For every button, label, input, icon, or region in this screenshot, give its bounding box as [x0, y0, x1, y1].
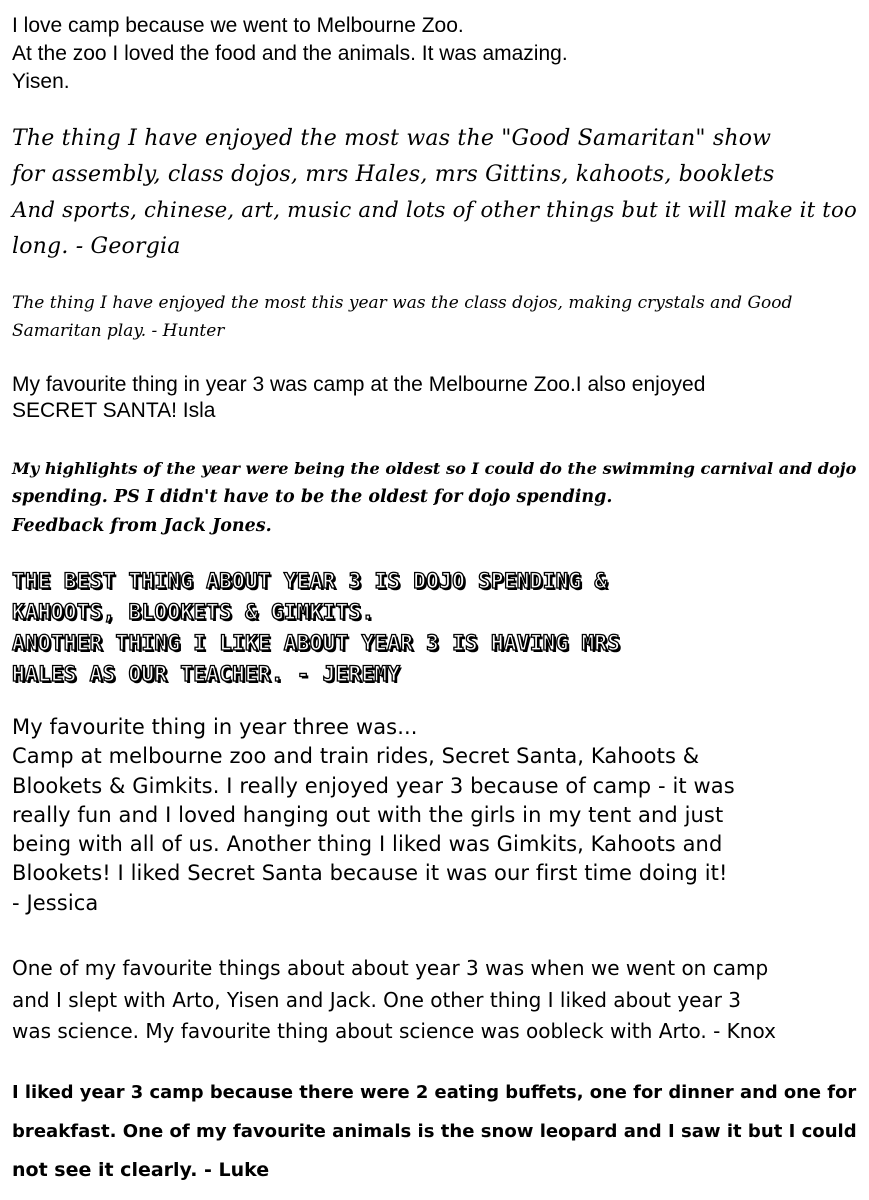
entry-line: At the zoo I loved the food and the animals. It was amazing.: [12, 42, 568, 65]
entry-line: not see it clearly. - Luke: [12, 1159, 270, 1181]
entry-line: long. - Georgia: [12, 234, 181, 259]
entry-line: for assembly, class dojos, mrs Hales, mrs Gittins, kahoots, booklets: [12, 162, 775, 187]
entry-line: THE BEST THING ABOUT YEAR 3 IS DOJO SPENDING &: [12, 569, 608, 593]
entry-line: Blookets & Gimkits. I really enjoyed year 3 because of camp - it was: [12, 773, 735, 798]
entry-hunter: [12, 289, 861, 345]
entry-line: being with all of us. Another thing I liked was Gimkits, Kahoots and: [12, 832, 723, 857]
entry-yisen: [12, 12, 861, 96]
entry-line: was science. My favourite thing about science was oobleck with Arto. - Knox: [12, 1019, 776, 1043]
entry-georgia: [12, 121, 861, 265]
entry-line: My favourite thing in year three was...: [12, 715, 418, 739]
entry-line: Blookets! I liked Secret Santa because it was our first time doing it!: [12, 861, 728, 886]
entry-line: Camp at melbourne zoo and train rides, Secret Santa, Kahoots &: [12, 744, 700, 769]
entry-line: KAHOOTS, BLOOKETS & GIMKITS.: [12, 600, 375, 624]
entry-isla: [12, 372, 861, 424]
entry-line: spending. PS I didn't have to be the oldest for dojo spending.: [12, 487, 613, 507]
entry-line: The thing I have enjoyed the most was the "Good Samaritan" show: [12, 126, 772, 151]
entry-jeremy: [12, 566, 861, 690]
entry-line: HALES AS OUR TEACHER. - JEREMY: [12, 662, 401, 686]
entry-line: Feedback from Jack Jones.: [12, 516, 272, 536]
entry-line: And sports, chinese, art, music and lots of other things but it will make it too: [12, 198, 857, 223]
entry-line: really fun and I loved hanging out with the girls in my tent and just: [12, 802, 724, 827]
entry-jessica: [12, 713, 861, 918]
entry-line: and I slept with Arto, Yisen and Jack. One other thing I liked about year 3: [12, 987, 742, 1012]
entry-line: Yisen.: [12, 70, 70, 93]
entry-line: ANOTHER THING I LIKE ABOUT YEAR 3 IS HAVING MRS: [12, 631, 621, 655]
entry-line: One of my favourite things about about year 3 was when we went on camp: [12, 956, 769, 980]
entry-luke: [12, 1073, 861, 1190]
entry-line: The thing I have enjoyed the most this year was the class dojos, making crystals and Good: [12, 293, 793, 313]
entry-line: I liked year 3 camp because there were 2 eating buffets, one for dinner and one for: [12, 1082, 857, 1103]
entry-line: My highlights of the year were being the oldest so I could do the swimming carnival and dojo: [12, 459, 857, 478]
entry-jack-jones: [12, 454, 861, 541]
entry-line: I love camp because we went to Melbourne Zoo.: [12, 14, 464, 37]
entry-line: SECRET SANTA! Isla: [12, 399, 216, 422]
entry-line: My favourite thing in year 3 was camp at the Melbourne Zoo.I also enjoyed: [12, 373, 706, 396]
entry-knox: [12, 953, 861, 1048]
entry-line: Samaritan play. - Hunter: [12, 321, 225, 341]
entry-line: breakfast. One of my favourite animals is the snow leopard and I saw it but I could: [12, 1121, 857, 1142]
entry-line: - Jessica: [12, 890, 99, 915]
